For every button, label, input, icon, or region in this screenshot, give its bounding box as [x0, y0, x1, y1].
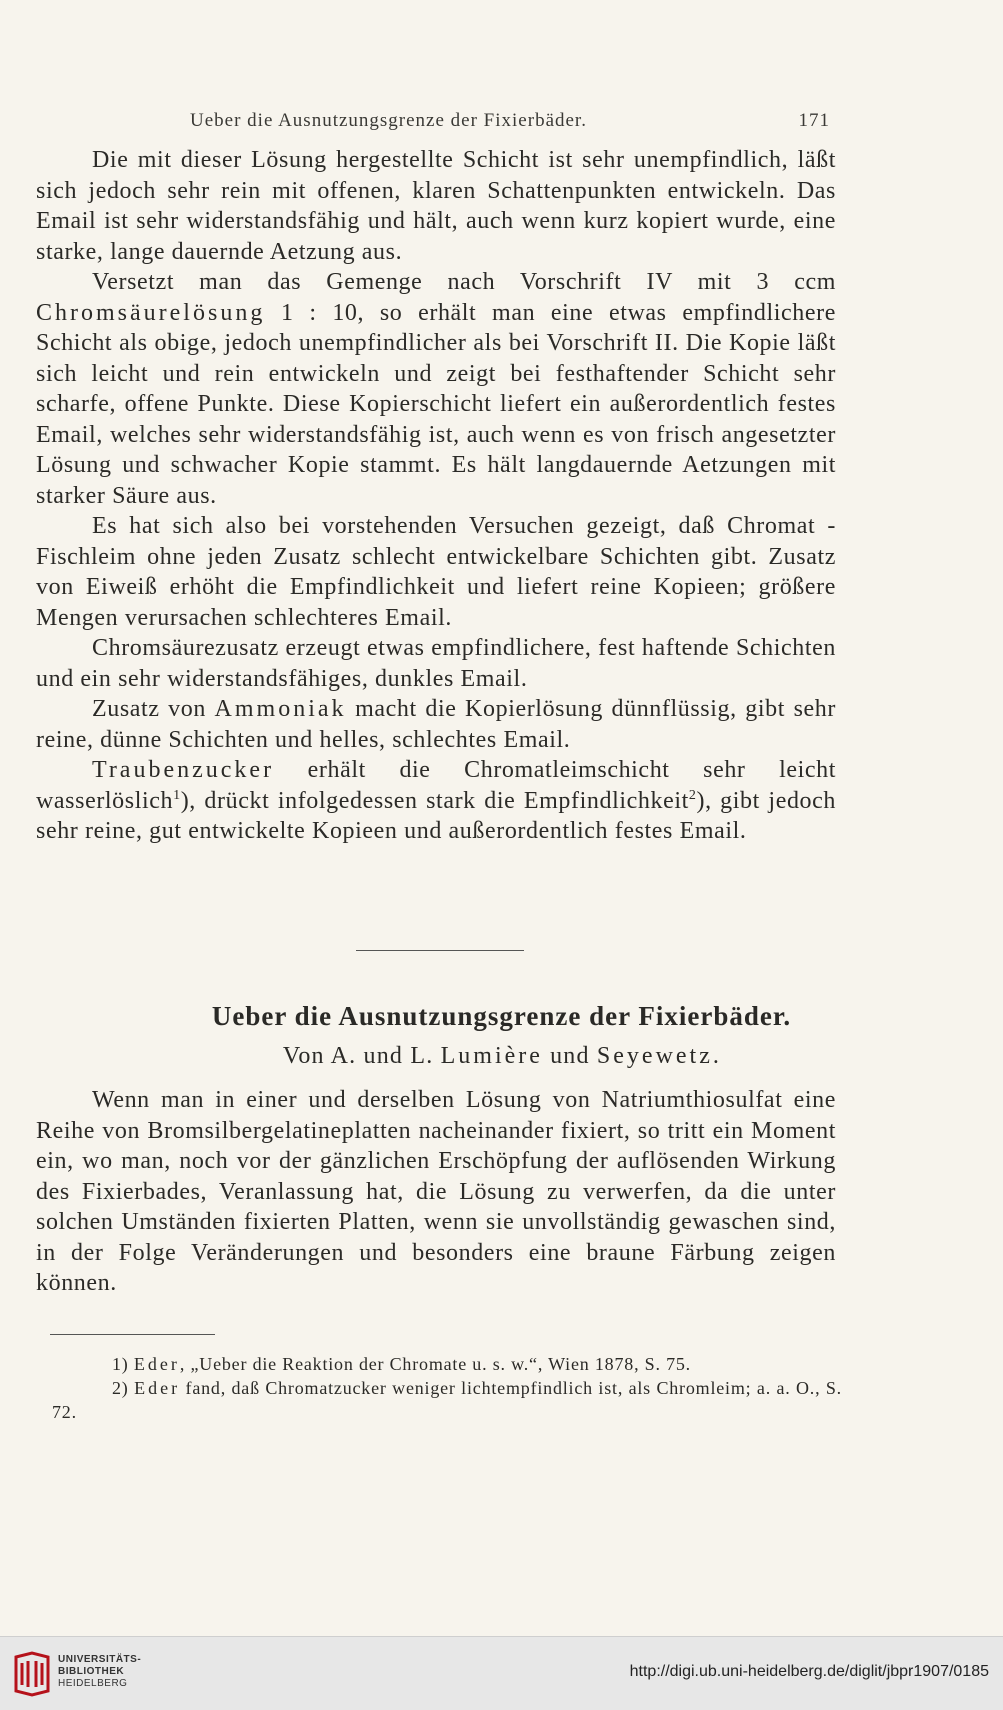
running-head: [190, 110, 830, 132]
library-logo-icon: [12, 1651, 52, 1697]
footnote-divider: [50, 1334, 215, 1335]
byline: Von A. und L. Lumière und Seyewetz.: [282, 1043, 721, 1069]
footnote: 1) Eder, „Ueber die Reaktion der Chromate u. s. w.“, Wien 1878, S. 75.: [112, 1354, 691, 1374]
author-name: Seyewetz: [596, 1043, 713, 1069]
page-number: 171: [798, 110, 830, 131]
paragraph: Wenn man in einer und derselben Lösung von Natriumthiosulfat eine Reihe von Bromsilbergelatineplatten nacheinander fixiert, so tritt ein Moment ein, wo man, noch vor der gänzlichen Erschöpfung der auflösenden Wirkung des Fixierbades, Veranlassung hat, die Lösung zu verwerfen, da die unter solchen Umständen fixierten Platten, wenn sie unvollständig gewaschen sind, in der Folge Veränderungen und besonders eine braune Färbung zeigen können.: [36, 1087, 836, 1296]
spaced-emphasis: Traubenzucker: [92, 757, 275, 783]
paragraph: Versetzt man das Gemenge nach Vorschrift IV mit 3 ccm Chromsäurelösung 1 : 10, so erhält man eine etwas empfindlichere Schicht als obige, jedoch unempfindlicher als bei Vorschrift II. Die Kopie läßt sich leicht und rein entwickeln und zeigt bei festhaftender Schicht sehr scharfe, offene Punkte. Diese Kopierschicht liefert ein außerordentlich festes Email, welches sehr widerstandsfähig ist, auch wenn es von frisch angesetzter Lösung und schwacher Kopie stammt. Es hält langdauernde Aetzungen mit starker Säure aus.: [36, 269, 836, 509]
author-name: Lumière: [440, 1043, 543, 1069]
paragraph: Es hat sich also bei vorstehenden Versuchen gezeigt, daß Chromat - Fischleim ohne jeden Zusatz schlecht entwickelbare Schichten gibt. Zusatz von Eiweiß erhöht die Empfindlichkeit und liefert reine Kopieen; größere Mengen verursachen schlechteres Email.: [36, 513, 836, 631]
footnote-ref: 2: [688, 787, 697, 803]
paragraph: Chromsäurezusatz erzeugt etwas empfindlichere, fest haftende Schichten und ein sehr widerstandsfähiges, dunkles Email.: [36, 635, 836, 692]
paragraph: Zusatz von Ammoniak macht die Kopierlösung dünnflüssig, gibt sehr reine, dünne Schichten und helles, schlechtes Email.: [36, 696, 836, 753]
footnote-ref: 1: [173, 787, 181, 803]
spaced-emphasis: Ammoniak: [214, 696, 347, 722]
permalink-url[interactable]: http://digi.ub.uni-heidelberg.de/diglit/jbpr1907/0185: [629, 1663, 989, 1680]
footnotes: [52, 1352, 842, 1424]
spaced-emphasis: Chromsäurelösung: [36, 299, 266, 326]
viewer-footer: [0, 1636, 1003, 1710]
paragraph: Die mit dieser Lösung hergestellte Schicht ist sehr unempfindlich, läßt sich jedoch sehr rein mit offenen, klaren Schattenpunkten entwickeln. Das Email ist sehr widerstandsfähig und hält, auch wenn kurz kopiert wurde, eine starke, lange dauernde Aetzung aus.: [36, 147, 836, 265]
article-body: [36, 1085, 836, 1299]
running-head-title: Ueber die Ausnutzungsgrenze der Fixierbäder.: [190, 110, 587, 131]
section-continued-text: [36, 145, 836, 847]
footnote: 2) Eder fand, daß Chromatzucker weniger lichtempfindlich ist, als Chromleim; a. a. O., S. 72.: [52, 1378, 842, 1422]
paragraph: Traubenzucker erhält die Chromatleimschicht sehr leicht wasserlöslich$^1$), drückt infolgedessen stark die Empfindlichkeit$^2$), gibt jedoch sehr reine, gut entwickelte Kopieen und außerordentlich festes Email.: [36, 757, 837, 844]
library-name: UNIVERSITÄTS- BIBLIOTHEK HEIDELBERG: [58, 1654, 142, 1689]
section-divider: [356, 950, 524, 951]
article-title: Ueber die Ausnutzungsgrenze der Fixierbäder.: [211, 1001, 792, 1031]
